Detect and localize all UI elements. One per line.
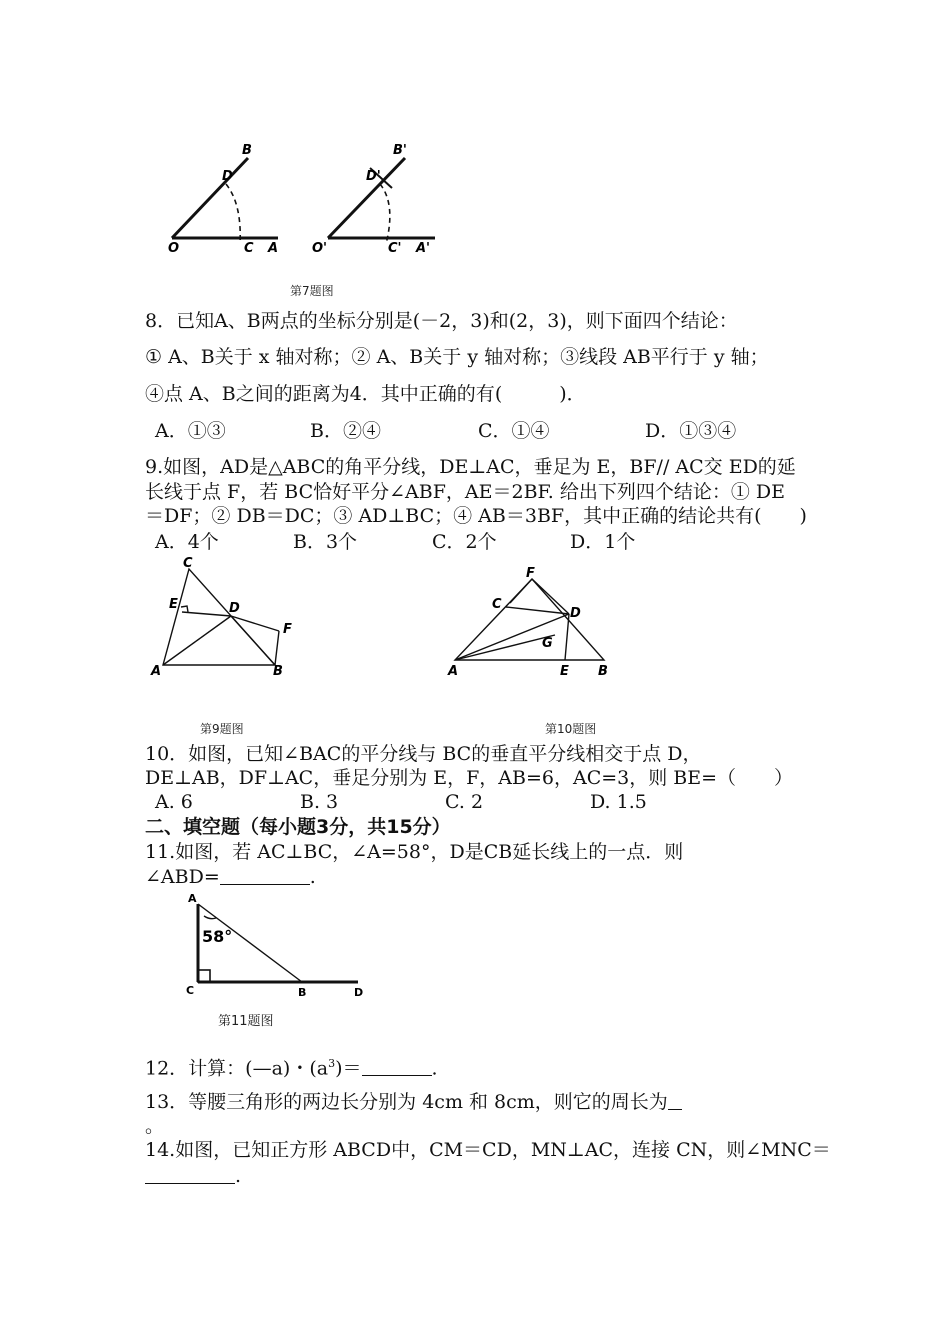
fig7-label-B2: B' bbox=[393, 143, 407, 158]
fig9-label-F: F bbox=[283, 622, 292, 637]
fig7-label-B: B bbox=[242, 143, 252, 158]
fig9-label-C: C bbox=[183, 556, 193, 571]
q8-line1: 8．已知A、B两点的坐标分别是(－2，3)和(2，3)，则下面四个结论： bbox=[145, 310, 738, 332]
q10-option-a: A. 6 bbox=[155, 791, 193, 813]
fig11-label-A: A bbox=[188, 892, 197, 905]
q10-line1: 10．如图，已知∠BAC的平分线与 BC的垂直平分线相交于点 D， bbox=[145, 743, 702, 765]
fig10-label-D: D bbox=[570, 606, 581, 621]
q10-option-c: C. 2 bbox=[445, 791, 484, 813]
fig9-label-B: B bbox=[273, 664, 283, 679]
fig7-label-A: A bbox=[268, 241, 279, 255]
q13-line1 bbox=[145, 1090, 682, 1114]
figure-10 bbox=[440, 565, 620, 683]
fig11-label-C: C bbox=[186, 984, 195, 997]
q8-line2: ① A、B关于 x 轴对称；② A、B关于 y 轴对称；③线段 AB平行于 y 轴； bbox=[145, 346, 769, 368]
q13-answer-blank[interactable] bbox=[668, 1091, 682, 1110]
fig11-label-D: D bbox=[354, 986, 364, 999]
q10-option-b: B. 3 bbox=[300, 791, 339, 813]
fig10-label-F: F bbox=[526, 566, 535, 581]
q8-line3: ④点 A、B之间的距离为4．其中正确的有( )． bbox=[145, 383, 586, 405]
fig10-label-B: B bbox=[598, 664, 608, 679]
q13-text: 13．等腰三角形的两边长分别为 4cm 和 8cm，则它的周长为 bbox=[145, 1091, 668, 1113]
figure-9 bbox=[145, 555, 315, 680]
fig11-angle-label: 58° bbox=[202, 927, 233, 946]
q8-option-c: C．①④ bbox=[478, 420, 550, 442]
fig9-caption: 第9题图 bbox=[200, 722, 244, 736]
fig9-label-D: D bbox=[229, 601, 240, 616]
fig10-label-C: C bbox=[492, 597, 502, 612]
fig7-label-D: D bbox=[222, 169, 233, 184]
q12-suffix: )＝ bbox=[335, 1057, 362, 1080]
q9-option-b: B．3个 bbox=[293, 531, 358, 553]
fig7-label-C: C bbox=[244, 241, 254, 255]
fig7-caption: 第7题图 bbox=[290, 284, 334, 298]
q11-line2 bbox=[145, 865, 316, 889]
q8-option-d: D．①③④ bbox=[645, 420, 737, 442]
q9-line3: ＝DF；② DB＝DC；③ AD⊥BC；④ AB＝3BF，其中正确的结论共有( ) bbox=[145, 505, 807, 527]
q10-option-d: D. 1.5 bbox=[590, 791, 647, 813]
fig9-label-E: E bbox=[169, 597, 178, 612]
q11-answer-blank[interactable] bbox=[220, 866, 310, 885]
q9-option-a: A．4个 bbox=[155, 531, 219, 553]
q9-line1: 9.如图，AD是△ABC的角平分线，DE⊥AC，垂足为 E，BF// AC交 ED的延 bbox=[145, 456, 796, 478]
q14-line1: 14.如图，已知正方形 ABCD中，CM＝CD，MN⊥AC，连接 CN，则∠MNC＝ bbox=[145, 1139, 831, 1161]
fig11-caption: 第11题图 bbox=[218, 1014, 274, 1029]
q11-line1: 11.如图，若 AC⊥BC，∠A=58°，D是CB延长线上的一点．则 bbox=[145, 841, 684, 863]
q12-prefix: 12．计算：(—a)・(a bbox=[145, 1057, 329, 1080]
q14-line2-end: . bbox=[235, 1165, 242, 1187]
fig10-label-E: E bbox=[560, 664, 569, 679]
fig11-label-B: B bbox=[298, 986, 307, 999]
q9-line2: 长线于点 F，若 BC恰好平分∠ABF，AE＝2BF. 给出下列四个结论：① DE bbox=[145, 481, 785, 503]
q12-end: . bbox=[431, 1057, 438, 1080]
q8-option-a: A．①③ bbox=[155, 420, 226, 442]
q11-line2-text: ∠ABD= bbox=[145, 866, 220, 888]
q9-option-d: D．1个 bbox=[570, 531, 636, 553]
fig7-label-A2: A' bbox=[416, 241, 431, 255]
q14-line2 bbox=[145, 1164, 241, 1188]
section-2-title: 二、填空题（每小题3分，共15分） bbox=[145, 816, 451, 838]
q12-line bbox=[145, 1052, 438, 1080]
fig10-label-A: A bbox=[448, 664, 459, 679]
fig10-caption: 第10题图 bbox=[545, 722, 597, 736]
q11-line2-end: . bbox=[309, 866, 316, 888]
q12-answer-blank[interactable] bbox=[362, 1057, 432, 1076]
q9-option-c: C．2个 bbox=[432, 531, 497, 553]
q13-line2: 。 bbox=[145, 1115, 165, 1137]
fig10-label-G: G bbox=[542, 636, 553, 651]
fig9-label-A: A bbox=[151, 664, 162, 679]
fig7-label-O: O bbox=[168, 241, 180, 255]
q14-answer-blank[interactable] bbox=[145, 1165, 235, 1184]
q10-line2: DE⊥AB，DF⊥AC，垂足分别为 E，F，AB=6，AC=3，则 BE=（ ） bbox=[145, 767, 794, 789]
fig7-label-D2: D' bbox=[366, 169, 381, 184]
q12-exponent: 3 bbox=[328, 1057, 336, 1070]
figure-7 bbox=[160, 140, 440, 255]
fig7-label-C2: C' bbox=[388, 241, 402, 255]
q8-option-b: B．②④ bbox=[310, 420, 381, 442]
figure-11 bbox=[180, 890, 375, 1000]
fig7-label-O2: O' bbox=[312, 241, 328, 255]
